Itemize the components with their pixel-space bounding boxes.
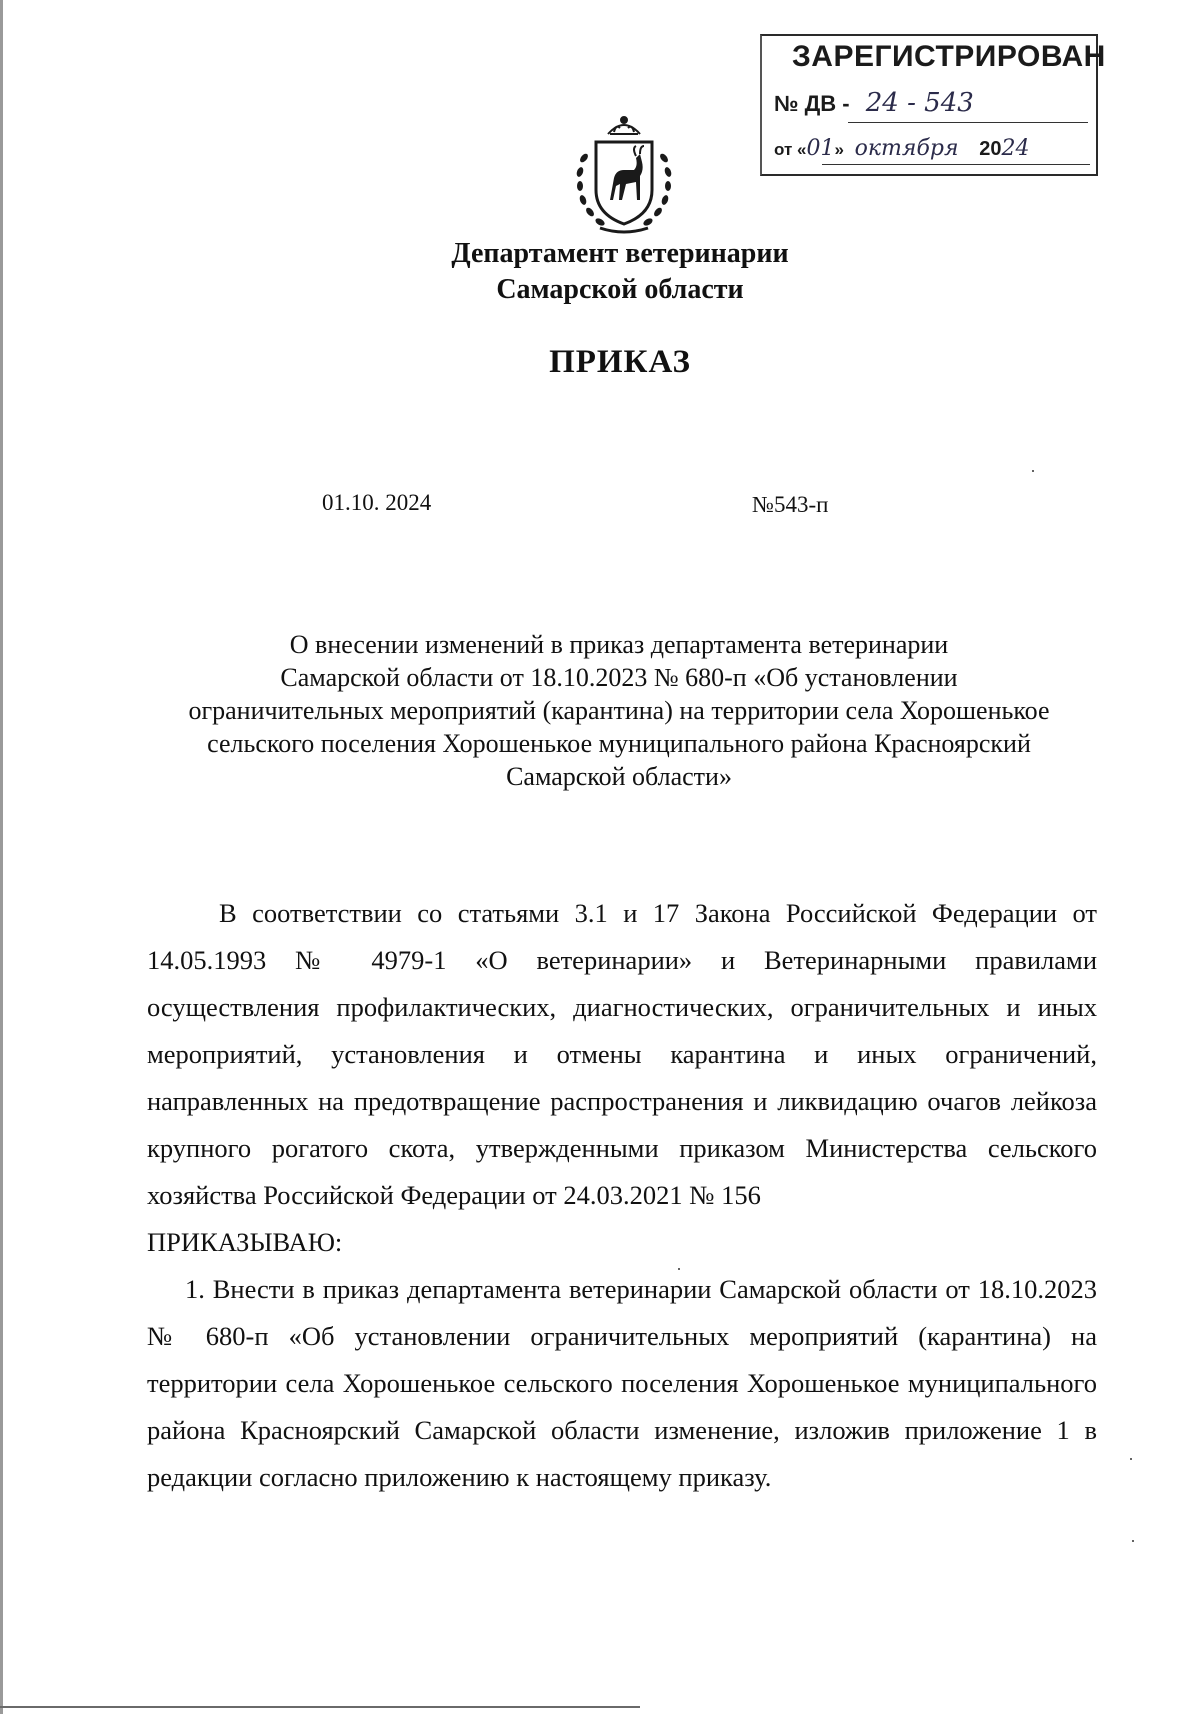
stamp-date-month: октября [854, 136, 959, 161]
preamble-paragraph: В соответствии со статьями 3.1 и 17 Закона Российской Федерации от 14.05.1993 № 4979-1 «О ветеринарии» и Ветеринарными правилами осуществления профилактических, диагностических, ограничительных и иных мероприятий, установления и отмены карантина и иных ограничений, направленных на предотвращение распространения и ликвидацию очагов лейкоза крупного рогатого скота, утвержденными приказом Министерства сельского хозяйства Российской Федерации от 24.03.2021 № 156 [147, 898, 1097, 1210]
stamp-date-row [774, 136, 1030, 161]
stamp-number-underline [848, 122, 1088, 123]
order-item-1: 1. Внести в приказ департамента ветеринарии Самарской области от 18.10.2023 № 680-п «Об установлении ограничительных мероприятий (карантина) на территории села Хорошенькое сельского поселения Хорошенькое муниципального района Красноярский Самарской области изменение, изложив приложение 1 в редакции согласно приложению к настоящему приказу. [147, 1274, 1097, 1492]
stamp-date-year-prefix: 20 [979, 138, 1002, 160]
coat-of-arms-emblem [570, 112, 678, 238]
stamp-date-year-suffix: 24 [1001, 136, 1030, 161]
registration-stamp [760, 34, 1106, 176]
order-subject [140, 628, 1098, 793]
scan-speck [678, 1268, 680, 1270]
order-directive: ПРИКАЗЫВАЮ: [147, 1227, 343, 1257]
department-name-line1: Департамент ветеринарии [451, 238, 789, 269]
stamp-date-prefix: от « [774, 140, 807, 159]
order-body [147, 890, 1097, 1501]
department-header [0, 236, 1200, 308]
document-type-title: ПРИКАЗ [549, 344, 691, 380]
stamp-date-underline [822, 164, 1090, 165]
subject-line: О внесении изменений в приказ департамента ветеринарии [289, 630, 949, 659]
subject-line: Самарской области» [506, 762, 732, 791]
scan-speck [1130, 1458, 1132, 1460]
order-date: 01.10. 2024 [322, 490, 432, 515]
scan-edge-bottom [0, 1706, 640, 1708]
stamp-number-handwritten: 24 - 543 [865, 88, 974, 118]
stamp-number-prefix: № ДВ - [774, 91, 850, 116]
stamp-date-day: 01 [806, 136, 835, 161]
stamp-number-row [774, 88, 974, 118]
subject-line: ограничительных мероприятий (карантина) на территории села Хорошенькое [188, 696, 1050, 725]
stamp-date-mid: » [834, 140, 844, 159]
order-number: №543-п [752, 492, 829, 517]
scan-speck [1132, 1540, 1134, 1542]
stamp-title: ЗАРЕГИСТРИРОВАН [792, 40, 1106, 73]
scan-speck [1032, 470, 1034, 472]
department-name-line2: Самарской области [496, 274, 744, 305]
subject-line: сельского поселения Хорошенькое муниципального района Красноярский [207, 729, 1031, 758]
subject-line: Самарской области от 18.10.2023 № 680-п «Об установлении [280, 663, 958, 692]
